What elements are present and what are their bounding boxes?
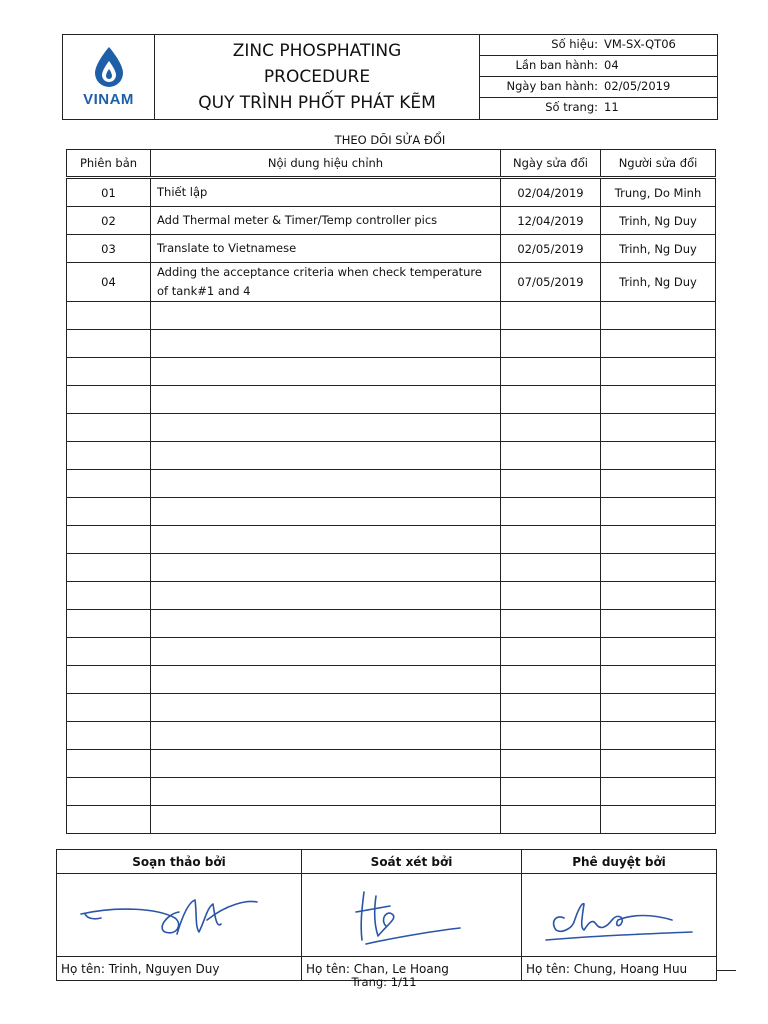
meta-value: 02/05/2019 — [604, 79, 671, 93]
empty-cell — [501, 666, 601, 694]
empty-cell — [601, 414, 716, 442]
content-cell: Add Thermal meter & Timer/Temp controller pics — [151, 207, 501, 235]
empty-cell — [501, 442, 601, 470]
empty-cell — [501, 750, 601, 778]
empty-cell — [601, 330, 716, 358]
empty-cell — [601, 806, 716, 834]
meta-value: 11 — [604, 100, 619, 114]
title-line-1: ZINC PHOSPHATING — [232, 41, 402, 61]
empty-table-row — [67, 610, 716, 638]
approver-name: Họ tên: Chung, Hoang Huu — [522, 957, 717, 981]
empty-rows — [67, 302, 716, 834]
preparer-name: Họ tên: Trinh, Nguyen Duy — [57, 957, 302, 981]
water-drop-logo-icon — [91, 45, 127, 89]
signature-table — [56, 849, 717, 981]
empty-cell — [601, 778, 716, 806]
empty-table-row — [67, 386, 716, 414]
empty-cell — [501, 638, 601, 666]
empty-cell — [151, 498, 501, 526]
empty-cell — [67, 778, 151, 806]
prepared-by-header: Soạn thảo bởi — [57, 850, 302, 874]
empty-cell — [601, 302, 716, 330]
date-cell: 02/05/2019 — [501, 235, 601, 263]
empty-cell — [601, 638, 716, 666]
empty-cell — [151, 414, 501, 442]
empty-table-row — [67, 414, 716, 442]
company-logo — [63, 35, 155, 119]
empty-cell — [601, 750, 716, 778]
empty-cell — [501, 582, 601, 610]
empty-table-row — [67, 778, 716, 806]
column-header-version: Phiên bản — [67, 150, 151, 178]
meta-label: Số trang: — [545, 100, 598, 114]
approver-signature-cell — [522, 874, 717, 957]
empty-table-row — [67, 694, 716, 722]
empty-table-row — [67, 330, 716, 358]
empty-cell — [151, 386, 501, 414]
empty-cell — [67, 330, 151, 358]
empty-cell — [601, 554, 716, 582]
empty-cell — [151, 694, 501, 722]
empty-cell — [67, 610, 151, 638]
empty-cell — [151, 722, 501, 750]
meta-value: VM-SX-QT06 — [604, 37, 676, 51]
empty-cell — [67, 358, 151, 386]
meta-issue-number — [480, 56, 717, 77]
revision-section-title: THEO DÕI SỬA ĐỔI — [334, 133, 446, 147]
approver-signature — [522, 874, 717, 954]
revision-header-row — [67, 150, 716, 178]
empty-cell — [601, 470, 716, 498]
empty-cell — [67, 750, 151, 778]
empty-cell — [151, 302, 501, 330]
editor-cell: Trinh, Ng Duy — [601, 235, 716, 263]
empty-cell — [601, 666, 716, 694]
version-cell: 03 — [67, 235, 151, 263]
empty-cell — [67, 582, 151, 610]
reviewer-signature — [302, 874, 522, 954]
empty-cell — [67, 694, 151, 722]
empty-cell — [67, 442, 151, 470]
column-header-editor: Người sửa đổi — [601, 150, 716, 178]
empty-table-row — [67, 470, 716, 498]
column-header-content: Nội dung hiệu chỉnh — [151, 150, 501, 178]
meta-value: 04 — [604, 58, 619, 72]
empty-cell — [601, 386, 716, 414]
empty-table-row — [67, 582, 716, 610]
date-cell: 12/04/2019 — [501, 207, 601, 235]
empty-cell — [501, 694, 601, 722]
title-line-3: QUY TRÌNH PHỐT PHÁT KẼM — [198, 93, 436, 113]
empty-cell — [67, 470, 151, 498]
empty-cell — [151, 442, 501, 470]
empty-cell — [151, 554, 501, 582]
empty-cell — [151, 750, 501, 778]
date-cell: 07/05/2019 — [501, 263, 601, 302]
content-cell: Translate to Vietnamese — [151, 235, 501, 263]
empty-cell — [501, 778, 601, 806]
logo-text: VINAM — [83, 91, 134, 108]
approved-by-header: Phê duyệt bởi — [522, 850, 717, 874]
content-cell: Thiết lập — [151, 178, 501, 207]
empty-table-row — [67, 498, 716, 526]
column-header-date: Ngày sửa đổi — [501, 150, 601, 178]
empty-cell — [151, 610, 501, 638]
date-cell: 02/04/2019 — [501, 178, 601, 207]
editor-cell: Trung, Do Minh — [601, 178, 716, 207]
empty-cell — [67, 666, 151, 694]
empty-table-row — [67, 526, 716, 554]
footer-divider — [716, 970, 736, 971]
empty-cell — [67, 806, 151, 834]
meta-page-count — [480, 98, 717, 119]
empty-cell — [501, 722, 601, 750]
empty-table-row — [67, 442, 716, 470]
empty-table-row — [67, 750, 716, 778]
signature-header-row — [57, 850, 717, 874]
empty-cell — [601, 498, 716, 526]
meta-label: Ngày ban hành: — [506, 79, 598, 93]
meta-label: Số hiệu: — [551, 37, 598, 51]
empty-table-row — [67, 722, 716, 750]
reviewer-signature-cell — [302, 874, 522, 957]
empty-cell — [501, 806, 601, 834]
signature-row — [57, 874, 717, 957]
editor-cell: Trinh, Ng Duy — [601, 207, 716, 235]
empty-cell — [151, 526, 501, 554]
document-meta — [480, 35, 717, 119]
empty-cell — [67, 638, 151, 666]
revision-table — [66, 149, 716, 834]
document-title — [155, 35, 480, 119]
version-cell: 01 — [67, 178, 151, 207]
meta-issue-date — [480, 77, 717, 98]
empty-table-row — [67, 666, 716, 694]
version-cell: 04 — [67, 263, 151, 302]
empty-cell — [67, 554, 151, 582]
empty-cell — [67, 526, 151, 554]
empty-cell — [601, 358, 716, 386]
empty-cell — [601, 526, 716, 554]
empty-cell — [501, 470, 601, 498]
editor-cell: Trinh, Ng Duy — [601, 263, 716, 302]
meta-label: Lần ban hành: — [515, 58, 598, 72]
table-row — [67, 235, 716, 263]
reviewed-by-header: Soát xét bởi — [302, 850, 522, 874]
empty-cell — [601, 442, 716, 470]
preparer-signature-cell — [57, 874, 302, 957]
empty-cell — [151, 778, 501, 806]
document-header — [62, 34, 718, 120]
empty-cell — [151, 806, 501, 834]
meta-doc-number — [480, 35, 717, 56]
empty-table-row — [67, 554, 716, 582]
version-cell: 02 — [67, 207, 151, 235]
empty-cell — [151, 666, 501, 694]
empty-cell — [501, 498, 601, 526]
empty-cell — [501, 302, 601, 330]
table-row — [67, 178, 716, 207]
empty-cell — [67, 498, 151, 526]
empty-cell — [151, 582, 501, 610]
empty-table-row — [67, 358, 716, 386]
empty-cell — [501, 526, 601, 554]
preparer-signature — [57, 874, 302, 954]
empty-cell — [67, 414, 151, 442]
empty-table-row — [67, 302, 716, 330]
empty-cell — [601, 694, 716, 722]
empty-cell — [67, 722, 151, 750]
reviewer-name: Họ tên: Chan, Le Hoang — [302, 957, 522, 981]
empty-cell — [67, 386, 151, 414]
table-row — [67, 207, 716, 235]
empty-cell — [151, 330, 501, 358]
empty-cell — [501, 386, 601, 414]
empty-cell — [501, 610, 601, 638]
table-row — [67, 263, 716, 302]
empty-cell — [601, 610, 716, 638]
empty-table-row — [67, 638, 716, 666]
empty-cell — [601, 722, 716, 750]
empty-table-row — [67, 806, 716, 834]
empty-cell — [501, 358, 601, 386]
page-number: Trang: 1/11 — [351, 975, 417, 989]
empty-cell — [601, 582, 716, 610]
empty-cell — [501, 414, 601, 442]
empty-cell — [67, 302, 151, 330]
content-cell: Adding the acceptance criteria when check temperature of tank#1 and 4 — [151, 263, 501, 302]
title-line-2: PROCEDURE — [263, 67, 371, 87]
empty-cell — [151, 638, 501, 666]
empty-cell — [501, 330, 601, 358]
empty-cell — [151, 470, 501, 498]
empty-cell — [151, 358, 501, 386]
empty-cell — [501, 554, 601, 582]
